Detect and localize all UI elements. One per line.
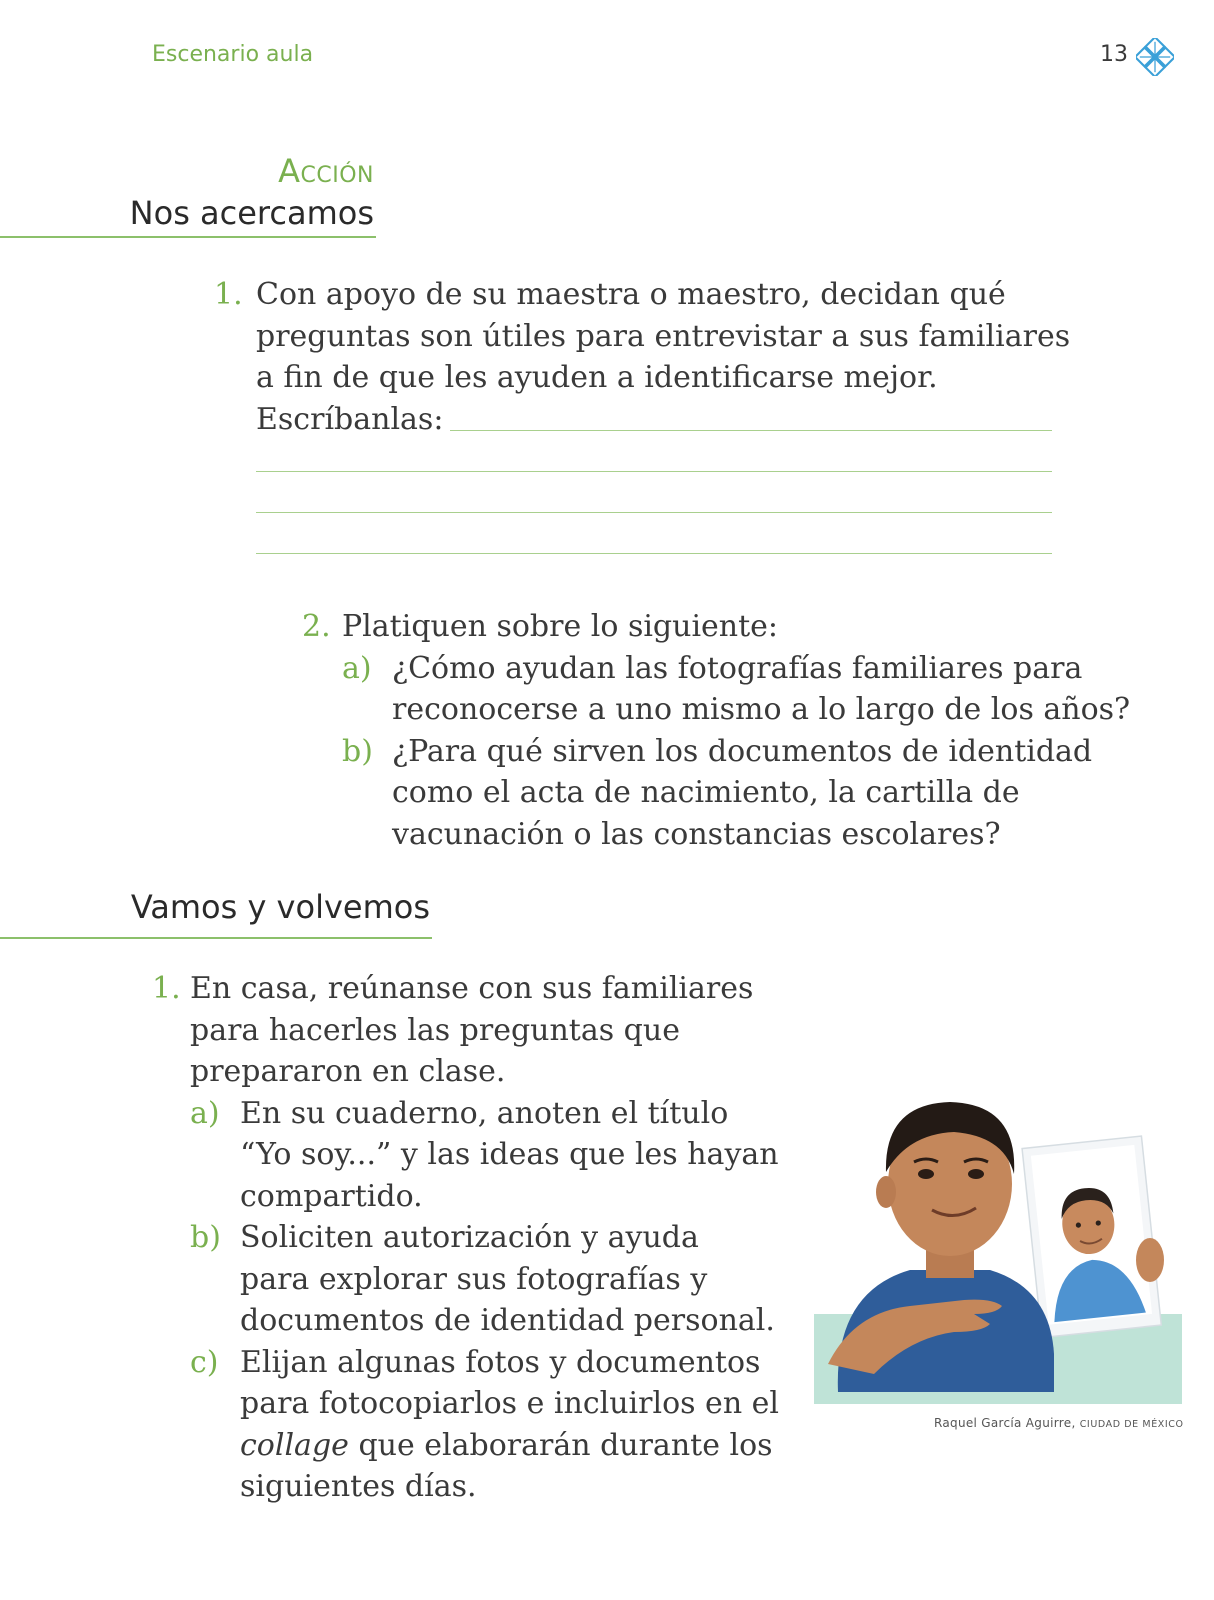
text-line: En su cuaderno, anoten el título [240, 1095, 729, 1131]
text-line: ¿Para qué sirven los documentos de identidad [392, 733, 1093, 769]
text-line [240, 1425, 779, 1467]
text-line: para explorar sus fotografías y [240, 1261, 708, 1297]
section-title-nos-acercamos: Nos acercamos [129, 194, 374, 232]
sub-letter: b) [190, 1220, 221, 1255]
text-line: para hacerles las preguntas que [190, 1012, 680, 1048]
text-line: como el acta de nacimiento, la cartilla de [392, 775, 1020, 810]
answer-line[interactable] [256, 471, 1052, 472]
text-line: ¿Cómo ayudan las fotografías familiares para [392, 650, 1083, 686]
illustration-credit [934, 1416, 1184, 1430]
boy-with-photo-illustration [814, 1092, 1182, 1404]
section-underline [0, 937, 432, 939]
sub-letter: c) [190, 1344, 219, 1380]
text-line: para fotocopiarlos e incluirlos en el [240, 1386, 780, 1421]
text-line: “Yo soy...” y las ideas que les hayan [240, 1137, 779, 1172]
text-line: prepararon en clase. [190, 1054, 506, 1089]
section-title-vamos-y-volvemos: Vamos y volvemos [130, 888, 430, 926]
section-underline [0, 236, 376, 238]
text-line: preguntas son útiles para entrevistar a sus familiares [256, 318, 1071, 354]
sub-item-b [240, 1217, 775, 1342]
sub-letter: a) [342, 650, 372, 686]
text-line: a fin de que les ayuden a identificarse mejor. [256, 360, 938, 395]
text-line: Elijan algunas fotos y documentos [240, 1344, 761, 1380]
page-number: 13 [1100, 42, 1128, 67]
running-header: Escenario aula [152, 42, 314, 67]
list-number: 2. [302, 609, 331, 644]
section-label-accion: Acción [278, 152, 374, 190]
text-line: compartido. [240, 1178, 423, 1214]
sub-item-a [240, 1093, 779, 1218]
sub-item-a [392, 648, 1130, 731]
italic-word: collage [240, 1427, 349, 1463]
list-number: 1. [214, 277, 243, 312]
list-number: 1. [152, 971, 181, 1006]
text-line: Escríbanlas: [256, 401, 444, 437]
text-line: documentos de identidad personal. [240, 1303, 775, 1338]
sub-item-b [392, 731, 1092, 856]
credit-name: Raquel García Aguirre, [934, 1416, 1080, 1430]
text-line: En casa, reúnanse con sus familiares [190, 971, 754, 1006]
answer-line[interactable] [256, 553, 1052, 554]
text-line: vacunación o las constancias escolares? [392, 816, 1001, 852]
text-line: Con apoyo de su maestra o maestro, decidan qué [256, 277, 1006, 312]
text-fragment: que elaborarán durante los [348, 1427, 773, 1463]
text-line: Soliciten autorización y ayuda [240, 1220, 699, 1255]
text-line: reconocerse a uno mismo a lo largo de los años? [392, 692, 1131, 727]
answer-line[interactable] [256, 512, 1052, 513]
sub-letter: b) [342, 733, 373, 769]
answer-line[interactable] [450, 430, 1052, 431]
sub-item-c [240, 1342, 779, 1508]
text-line: siguientes días. [240, 1469, 477, 1504]
item-intro: Platiquen sobre lo siguiente: [342, 609, 779, 644]
credit-city: CIUDAD DE MÉXICO [1079, 1419, 1184, 1430]
sub-letter: a) [190, 1095, 220, 1131]
flower-logo-icon [1136, 38, 1174, 76]
